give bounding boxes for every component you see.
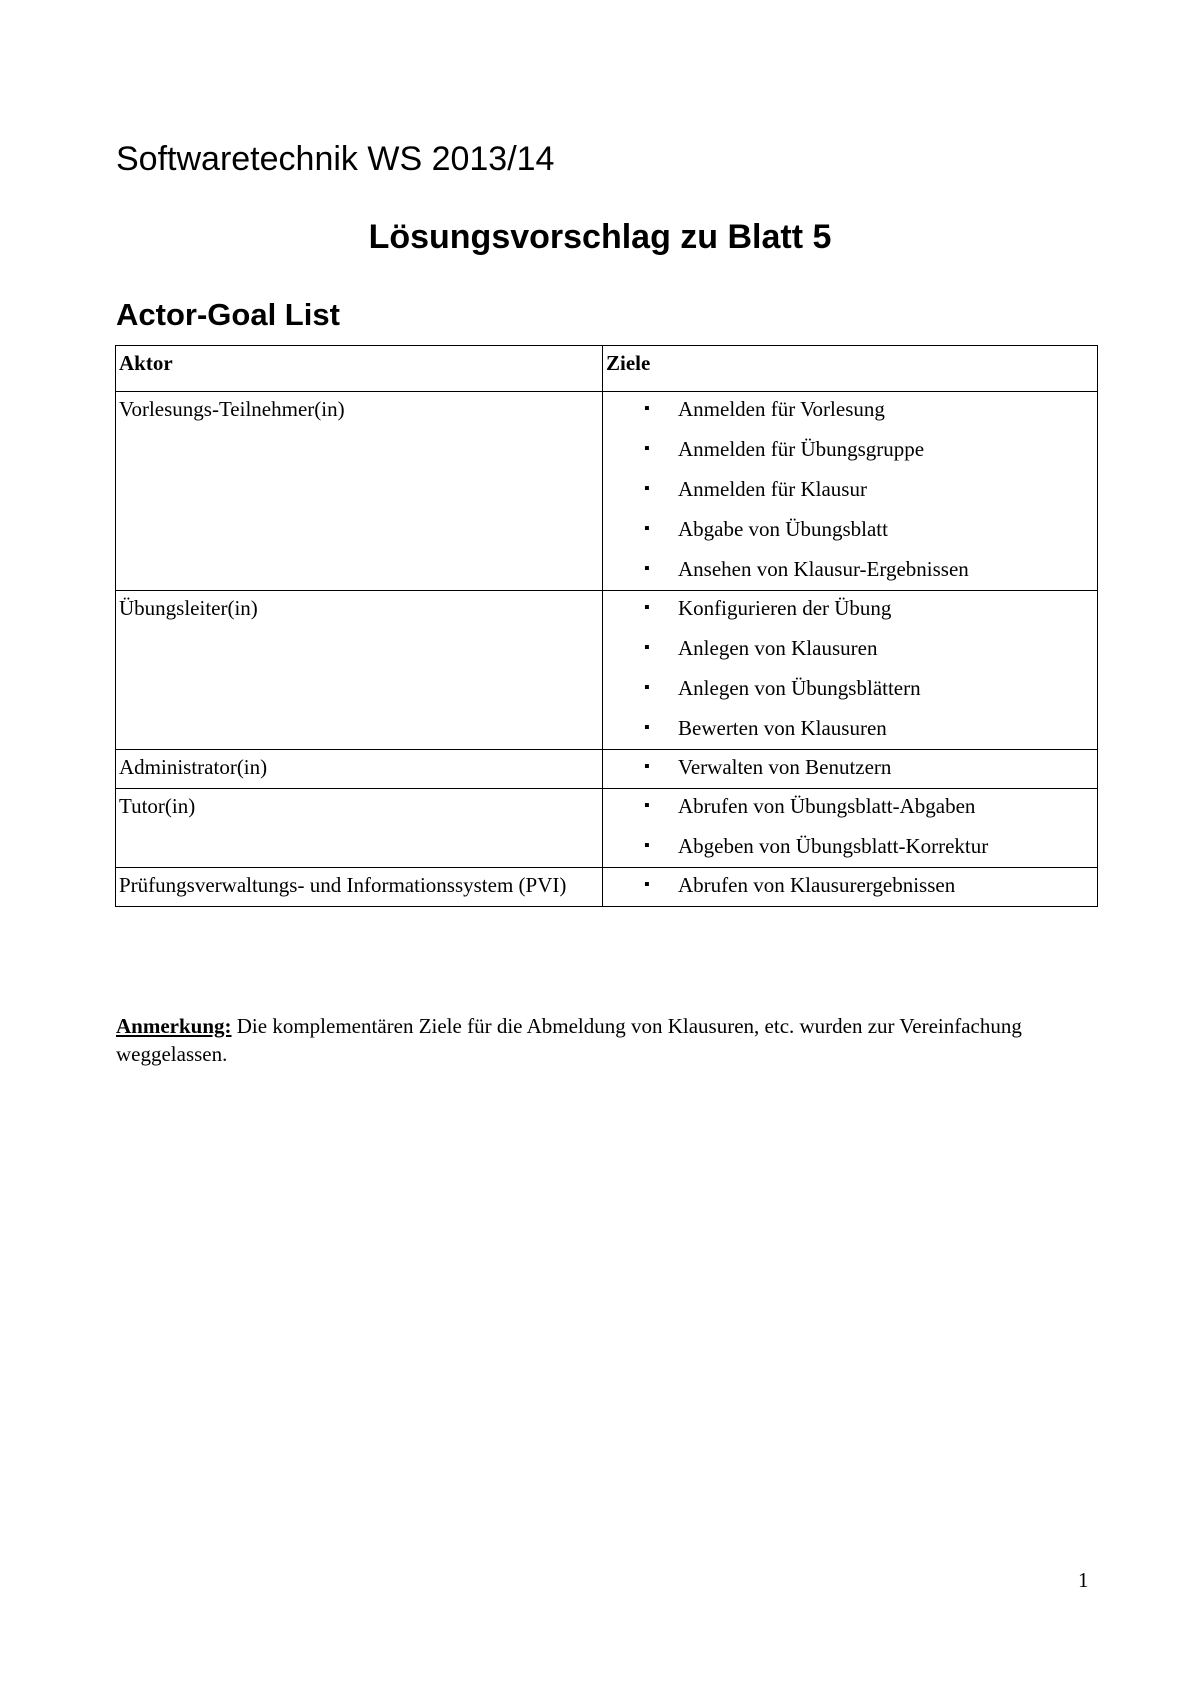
table-row: [116, 591, 1098, 750]
bullet-icon: ▪: [644, 560, 650, 577]
goal-item: [606, 715, 1094, 741]
goal-list: [606, 872, 1094, 898]
section-title: Actor-Goal List: [116, 297, 340, 332]
table-row: [116, 868, 1098, 907]
table-row: [116, 750, 1098, 789]
column-header-actor: Aktor: [116, 346, 603, 392]
goal-item: [606, 476, 1094, 502]
bullet-icon: ▪: [644, 719, 650, 736]
bullet-icon: ▪: [644, 876, 650, 893]
note-text: Die komplementären Ziele für die Abmeldung von Klausuren, etc. wurden zur Vereinfachung weggelassen.: [116, 1014, 1022, 1066]
goal-item: [606, 516, 1094, 542]
goals-cell: [603, 591, 1098, 750]
goal-text: Ansehen von Klausur-Ergebnissen: [678, 557, 969, 581]
goal-list: [606, 595, 1094, 741]
goal-item: [606, 793, 1094, 819]
bullet-icon: ▪: [644, 758, 650, 775]
goal-text: Bewerten von Klausuren: [678, 716, 887, 740]
bullet-icon: ▪: [644, 639, 650, 656]
goal-list: [606, 793, 1094, 859]
actor-cell: Tutor(in): [116, 789, 603, 868]
actor-goal-table: [115, 345, 1098, 907]
goal-item: [606, 396, 1094, 422]
goal-text: Anmelden für Übungsgruppe: [678, 437, 925, 461]
bullet-icon: ▪: [644, 480, 650, 497]
goal-item: [606, 675, 1094, 701]
goal-text: Anmelden für Klausur: [678, 477, 867, 501]
note-paragraph: [116, 1012, 1096, 1068]
bullet-icon: ▪: [644, 679, 650, 696]
goal-list: [606, 396, 1094, 582]
goal-text: Anlegen von Klausuren: [678, 636, 878, 660]
page-number: 1: [1078, 1568, 1089, 1592]
goals-cell: [603, 789, 1098, 868]
bullet-icon: ▪: [644, 400, 650, 417]
goal-text: Anlegen von Übungsblättern: [678, 676, 921, 700]
goal-list: [606, 754, 1094, 780]
table-body: [116, 392, 1098, 907]
goal-text: Abrufen von Übungsblatt-Abgaben: [678, 794, 976, 818]
column-header-goals: Ziele: [603, 346, 1098, 392]
goal-text: Anmelden für Vorlesung: [678, 397, 885, 421]
table-header-row: [116, 346, 1098, 392]
goals-cell: [603, 750, 1098, 789]
goals-cell: [603, 868, 1098, 907]
goal-item: [606, 635, 1094, 661]
goal-item: [606, 595, 1094, 621]
bullet-icon: ▪: [644, 797, 650, 814]
actor-cell: Übungsleiter(in): [116, 591, 603, 750]
actor-cell: Administrator(in): [116, 750, 603, 789]
bullet-icon: ▪: [644, 599, 650, 616]
bullet-icon: ▪: [644, 837, 650, 854]
goal-text: Abgeben von Übungsblatt-Korrektur: [678, 834, 989, 858]
bullet-icon: ▪: [644, 520, 650, 537]
goal-item: [606, 556, 1094, 582]
goal-text: Konfigurieren der Übung: [678, 596, 892, 620]
bullet-icon: ▪: [644, 440, 650, 457]
goal-item: [606, 436, 1094, 462]
goal-text: Abgabe von Übungsblatt: [678, 517, 888, 541]
sheet-title: Lösungsvorschlag zu Blatt 5: [368, 218, 832, 256]
goal-item: [606, 754, 1094, 780]
table-row: [116, 392, 1098, 591]
goal-text: Verwalten von Benutzern: [678, 755, 892, 779]
actor-cell: Prüfungsverwaltungs- und Informationssystem (PVI): [116, 868, 603, 907]
actor-cell: Vorlesungs-Teilnehmer(in): [116, 392, 603, 591]
course-title: Softwaretechnik WS 2013/14: [116, 140, 555, 178]
goals-cell: [603, 392, 1098, 591]
note-label: Anmerkung:: [116, 1014, 232, 1038]
goal-item: [606, 872, 1094, 898]
table-row: [116, 789, 1098, 868]
goal-item: [606, 833, 1094, 859]
goal-text: Abrufen von Klausurergebnissen: [678, 873, 956, 897]
